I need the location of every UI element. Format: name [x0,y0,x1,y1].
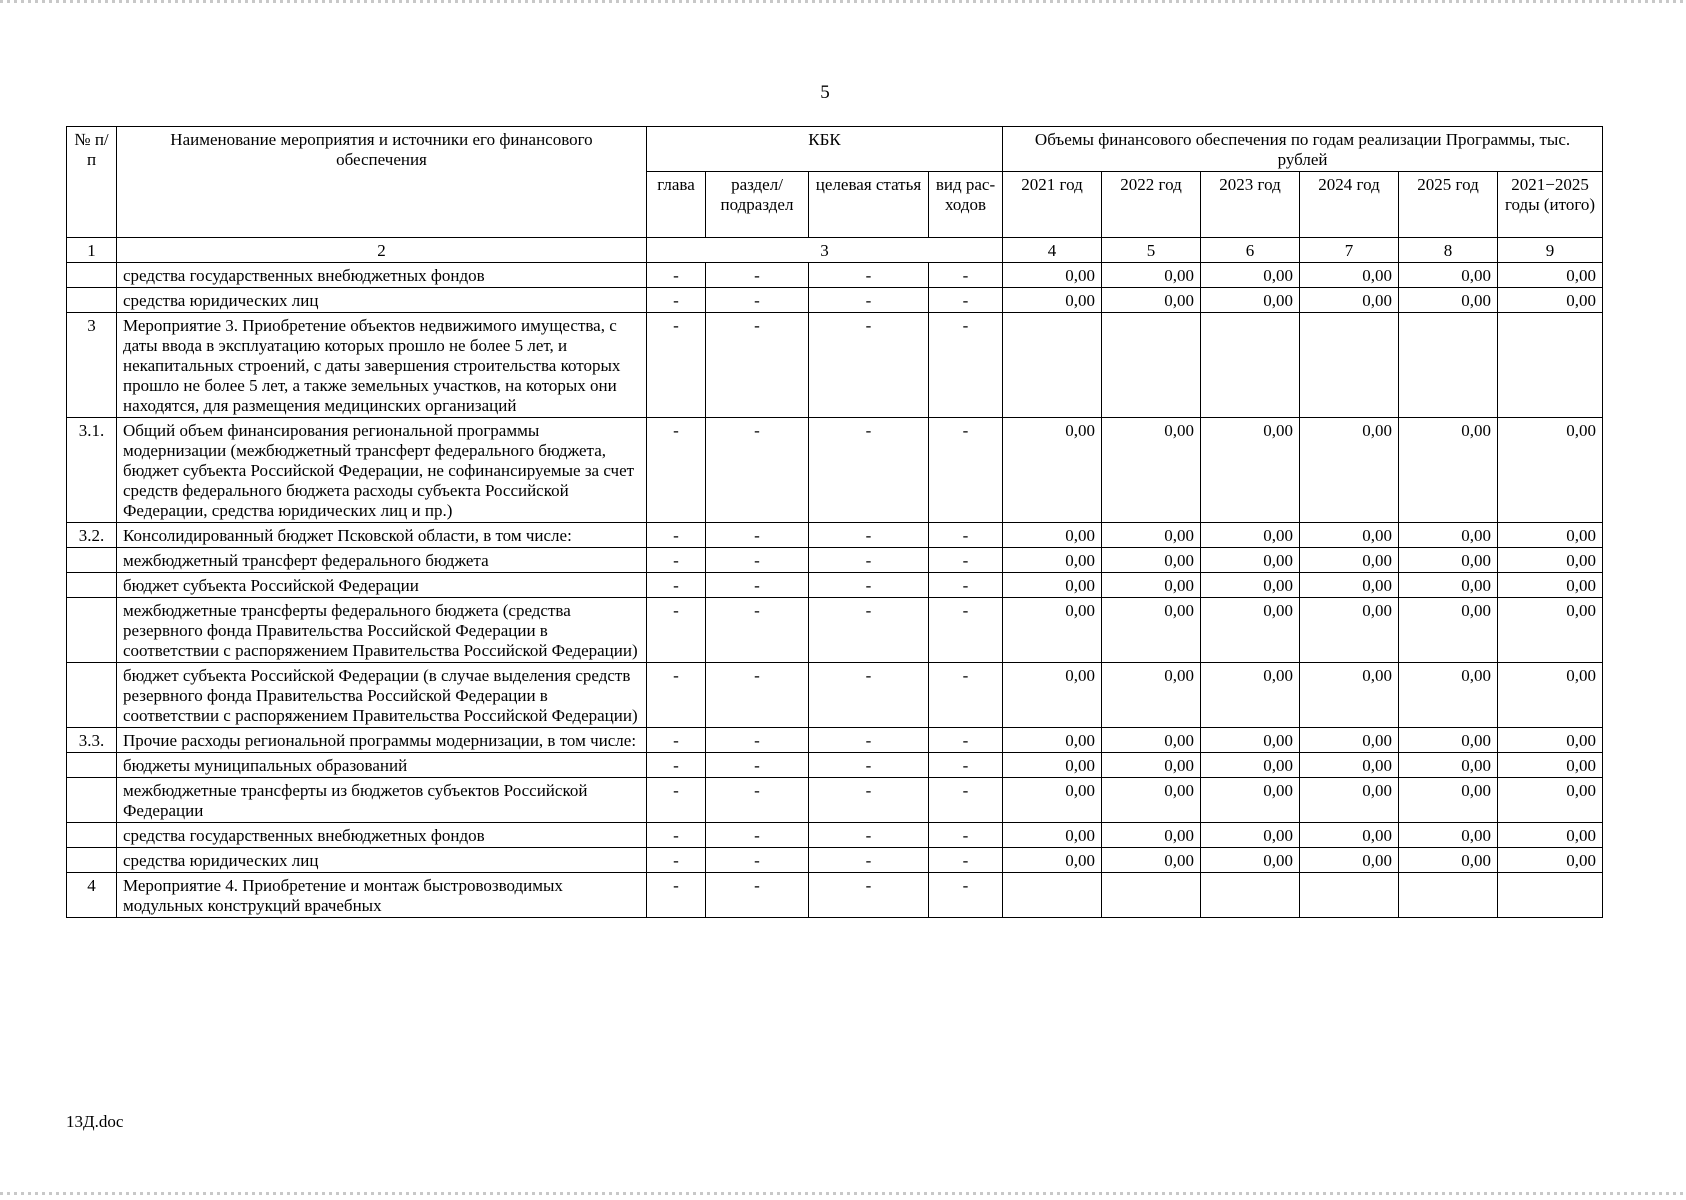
row-name: средства государственных внебюджетных фондов [117,263,647,288]
value-2025-cell [1399,873,1498,918]
col-number-4: 4 [1003,238,1102,263]
row-number: 3.1. [67,418,117,523]
value-2021-cell: 0,00 [1003,663,1102,728]
col-number-9: 9 [1498,238,1603,263]
kbk-glava-cell: - [647,288,706,313]
kbk-statya-cell: - [809,263,929,288]
value-2024-cell: 0,00 [1300,753,1399,778]
value-2022-cell: 0,00 [1102,848,1201,873]
header-num: № п/п [67,127,117,238]
value-2022-cell: 0,00 [1102,573,1201,598]
row-number [67,263,117,288]
value-total-cell: 0,00 [1498,598,1603,663]
value-2021-cell: 0,00 [1003,823,1102,848]
value-total-cell: 0,00 [1498,418,1603,523]
value-total-cell: 0,00 [1498,548,1603,573]
value-2024-cell [1300,313,1399,418]
value-2025-cell: 0,00 [1399,663,1498,728]
row-name: бюджет субъекта Российской Федерации (в случае выделения средств резервного фонда Правительства Российской Федерации в соответствии с распоряжением Правительства Российской Федерации) [117,663,647,728]
kbk-glava-cell: - [647,728,706,753]
kbk-glava-cell: - [647,778,706,823]
value-2021-cell: 0,00 [1003,728,1102,753]
kbk-glava-cell: - [647,313,706,418]
header-kbk: КБК [647,127,1003,172]
row-number [67,823,117,848]
value-2021-cell [1003,873,1102,918]
row-name: Мероприятие 4. Приобретение и монтаж быстровозводимых модульных конструкций врачебных [117,873,647,918]
kbk-razdel-cell: - [706,573,809,598]
value-2021-cell: 0,00 [1003,288,1102,313]
row-name: Консолидированный бюджет Псковской области, в том числе: [117,523,647,548]
kbk-statya-cell: - [809,753,929,778]
row-number [67,548,117,573]
value-2024-cell: 0,00 [1300,778,1399,823]
col-number-5: 5 [1102,238,1201,263]
kbk-vid-cell: - [929,313,1003,418]
table-row [67,598,1603,663]
kbk-vid-cell: - [929,753,1003,778]
header-statya: целевая статья [809,172,929,238]
row-name: средства государственных внебюджетных фондов [117,823,647,848]
table-row [67,728,1603,753]
value-2021-cell: 0,00 [1003,548,1102,573]
col-number-8: 8 [1399,238,1498,263]
column-number-row [67,238,1603,263]
kbk-razdel-cell: - [706,313,809,418]
row-name: Мероприятие 3. Приобретение объектов недвижимого имущества, с даты ввода в эксплуатацию которых прошло не более 5 лет, и некапитальных строений, с даты завершения строительства которых прошло не более 5 лет, а также земельных участков, на которых они находятся, для размещения медицинских организаций [117,313,647,418]
table-body [67,263,1603,918]
value-2021-cell: 0,00 [1003,778,1102,823]
header-name: Наименование мероприятия и источники его финансового обеспечения [117,127,647,238]
value-2025-cell: 0,00 [1399,598,1498,663]
kbk-razdel-cell: - [706,728,809,753]
value-2022-cell: 0,00 [1102,523,1201,548]
value-2025-cell: 0,00 [1399,548,1498,573]
value-total-cell: 0,00 [1498,663,1603,728]
value-2022-cell: 0,00 [1102,263,1201,288]
value-2021-cell: 0,00 [1003,598,1102,663]
kbk-vid-cell: - [929,663,1003,728]
kbk-statya-cell: - [809,848,929,873]
value-2025-cell: 0,00 [1399,523,1498,548]
value-2024-cell: 0,00 [1300,598,1399,663]
value-2023-cell: 0,00 [1201,263,1300,288]
row-name: средства юридических лиц [117,848,647,873]
kbk-razdel-cell: - [706,873,809,918]
kbk-glava-cell: - [647,823,706,848]
kbk-razdel-cell: - [706,263,809,288]
value-2022-cell: 0,00 [1102,663,1201,728]
header-year-2022: 2022 год [1102,172,1201,238]
value-2024-cell: 0,00 [1300,848,1399,873]
value-total-cell: 0,00 [1498,263,1603,288]
value-2022-cell: 0,00 [1102,778,1201,823]
header-vid: вид рас-ходов [929,172,1003,238]
header-year-2023: 2023 год [1201,172,1300,238]
table-row [67,848,1603,873]
value-2024-cell: 0,00 [1300,523,1399,548]
kbk-vid-cell: - [929,548,1003,573]
value-2023-cell: 0,00 [1201,523,1300,548]
kbk-statya-cell: - [809,313,929,418]
value-2023-cell: 0,00 [1201,753,1300,778]
kbk-statya-cell: - [809,288,929,313]
value-total-cell: 0,00 [1498,573,1603,598]
value-2024-cell: 0,00 [1300,573,1399,598]
kbk-glava-cell: - [647,753,706,778]
kbk-vid-cell: - [929,823,1003,848]
kbk-statya-cell: - [809,728,929,753]
value-2023-cell: 0,00 [1201,288,1300,313]
kbk-statya-cell: - [809,823,929,848]
kbk-razdel-cell: - [706,598,809,663]
value-2023-cell [1201,873,1300,918]
value-total-cell: 0,00 [1498,778,1603,823]
row-number [67,753,117,778]
value-2022-cell: 0,00 [1102,823,1201,848]
row-number: 4 [67,873,117,918]
kbk-vid-cell: - [929,288,1003,313]
value-total-cell: 0,00 [1498,848,1603,873]
page-number: 5 [820,82,830,103]
value-2025-cell: 0,00 [1399,728,1498,753]
row-number [67,848,117,873]
kbk-vid-cell: - [929,778,1003,823]
value-2025-cell: 0,00 [1399,288,1498,313]
header-year-2025: 2025 год [1399,172,1498,238]
value-2025-cell: 0,00 [1399,848,1498,873]
scan-edge-bottom [0,1192,1686,1195]
row-number: 3 [67,313,117,418]
col-number-1: 1 [67,238,117,263]
value-2021-cell: 0,00 [1003,418,1102,523]
value-2021-cell: 0,00 [1003,753,1102,778]
value-total-cell: 0,00 [1498,523,1603,548]
value-total-cell: 0,00 [1498,728,1603,753]
table-row [67,523,1603,548]
table-row [67,548,1603,573]
col-number-7: 7 [1300,238,1399,263]
kbk-glava-cell: - [647,663,706,728]
kbk-glava-cell: - [647,848,706,873]
kbk-glava-cell: - [647,548,706,573]
row-number [67,663,117,728]
kbk-razdel-cell: - [706,418,809,523]
row-name: бюджет субъекта Российской Федерации [117,573,647,598]
kbk-vid-cell: - [929,263,1003,288]
row-name: межбюджетные трансферты федерального бюджета (средства резервного фонда Правительства Российской Федерации в соответствии с распоряжением Правительства Российской Федерации) [117,598,647,663]
value-2022-cell: 0,00 [1102,753,1201,778]
value-2021-cell: 0,00 [1003,573,1102,598]
row-name: межбюджетные трансферты из бюджетов субъектов Российской Федерации [117,778,647,823]
row-number: 3.3. [67,728,117,753]
value-2022-cell: 0,00 [1102,548,1201,573]
value-total-cell: 0,00 [1498,823,1603,848]
row-number [67,778,117,823]
table-row [67,288,1603,313]
table-row [67,573,1603,598]
table-row [67,313,1603,418]
value-2024-cell: 0,00 [1300,823,1399,848]
kbk-glava-cell: - [647,418,706,523]
value-2022-cell: 0,00 [1102,598,1201,663]
header-year-total: 2021−2025 годы (итого) [1498,172,1603,238]
value-total-cell [1498,313,1603,418]
table-header [67,127,1603,263]
value-2025-cell: 0,00 [1399,263,1498,288]
kbk-glava-cell: - [647,263,706,288]
row-number [67,573,117,598]
value-2023-cell: 0,00 [1201,418,1300,523]
value-2024-cell: 0,00 [1300,263,1399,288]
kbk-vid-cell: - [929,418,1003,523]
row-number [67,288,117,313]
table-row [67,663,1603,728]
kbk-glava-cell: - [647,523,706,548]
kbk-vid-cell: - [929,523,1003,548]
header-year-2021: 2021 год [1003,172,1102,238]
value-2025-cell: 0,00 [1399,823,1498,848]
kbk-razdel-cell: - [706,753,809,778]
kbk-statya-cell: - [809,573,929,598]
value-2023-cell: 0,00 [1201,778,1300,823]
value-2022-cell: 0,00 [1102,728,1201,753]
row-number [67,598,117,663]
value-2025-cell: 0,00 [1399,418,1498,523]
value-2021-cell: 0,00 [1003,848,1102,873]
col-number-2: 2 [117,238,647,263]
kbk-statya-cell: - [809,778,929,823]
value-2024-cell: 0,00 [1300,288,1399,313]
document-filename: 13Д.doc [66,1112,124,1131]
kbk-vid-cell: - [929,728,1003,753]
scan-edge-top [0,0,1686,3]
value-2021-cell: 0,00 [1003,523,1102,548]
value-2024-cell [1300,873,1399,918]
header-volumes: Объемы финансового обеспечения по годам реализации Программы, тыс. рублей [1003,127,1603,172]
kbk-razdel-cell: - [706,523,809,548]
kbk-vid-cell: - [929,848,1003,873]
kbk-razdel-cell: - [706,288,809,313]
kbk-razdel-cell: - [706,663,809,728]
table-row [67,418,1603,523]
value-2022-cell [1102,313,1201,418]
col-number-3: 3 [647,238,1003,263]
value-total-cell: 0,00 [1498,753,1603,778]
kbk-statya-cell: - [809,418,929,523]
table-row [67,778,1603,823]
header-year-2024: 2024 год [1300,172,1399,238]
value-2023-cell: 0,00 [1201,848,1300,873]
kbk-razdel-cell: - [706,778,809,823]
value-2021-cell: 0,00 [1003,263,1102,288]
kbk-statya-cell: - [809,598,929,663]
kbk-razdel-cell: - [706,823,809,848]
kbk-vid-cell: - [929,573,1003,598]
kbk-statya-cell: - [809,523,929,548]
row-name: бюджеты муниципальных образований [117,753,647,778]
value-2023-cell [1201,313,1300,418]
value-2021-cell [1003,313,1102,418]
value-2023-cell: 0,00 [1201,573,1300,598]
col-number-6: 6 [1201,238,1300,263]
value-2022-cell: 0,00 [1102,288,1201,313]
value-2022-cell [1102,873,1201,918]
value-2023-cell: 0,00 [1201,598,1300,663]
value-2022-cell: 0,00 [1102,418,1201,523]
row-number: 3.2. [67,523,117,548]
value-2024-cell: 0,00 [1300,663,1399,728]
header-razdel: раздел/ подраздел [706,172,809,238]
row-name: Общий объем финансирования региональной программы модернизации (межбюджетный трансферт федерального бюджета, бюджет субъекта Российской Федерации, не софинансируемые за счет средств федерального бюджета расходы субъекта Российской Федерации, средства юридических лиц и пр.) [117,418,647,523]
row-name: средства юридических лиц [117,288,647,313]
value-2023-cell: 0,00 [1201,548,1300,573]
kbk-glava-cell: - [647,598,706,663]
kbk-statya-cell: - [809,548,929,573]
value-2025-cell: 0,00 [1399,573,1498,598]
value-2024-cell: 0,00 [1300,418,1399,523]
value-2025-cell: 0,00 [1399,778,1498,823]
table-row [67,753,1603,778]
value-2023-cell: 0,00 [1201,728,1300,753]
value-total-cell: 0,00 [1498,288,1603,313]
value-2023-cell: 0,00 [1201,663,1300,728]
kbk-statya-cell: - [809,873,929,918]
value-2023-cell: 0,00 [1201,823,1300,848]
header-row-1 [67,127,1603,172]
kbk-razdel-cell: - [706,548,809,573]
row-name: межбюджетный трансферт федерального бюджета [117,548,647,573]
row-name: Прочие расходы региональной программы модернизации, в том числе: [117,728,647,753]
table-row [67,873,1603,918]
kbk-vid-cell: - [929,873,1003,918]
value-2024-cell: 0,00 [1300,548,1399,573]
kbk-glava-cell: - [647,573,706,598]
financing-table [66,126,1603,918]
kbk-statya-cell: - [809,663,929,728]
table-row [67,823,1603,848]
value-2024-cell: 0,00 [1300,728,1399,753]
table-row [67,263,1603,288]
value-total-cell [1498,873,1603,918]
header-glava: глава [647,172,706,238]
value-2025-cell: 0,00 [1399,753,1498,778]
kbk-razdel-cell: - [706,848,809,873]
kbk-vid-cell: - [929,598,1003,663]
kbk-glava-cell: - [647,873,706,918]
value-2025-cell [1399,313,1498,418]
